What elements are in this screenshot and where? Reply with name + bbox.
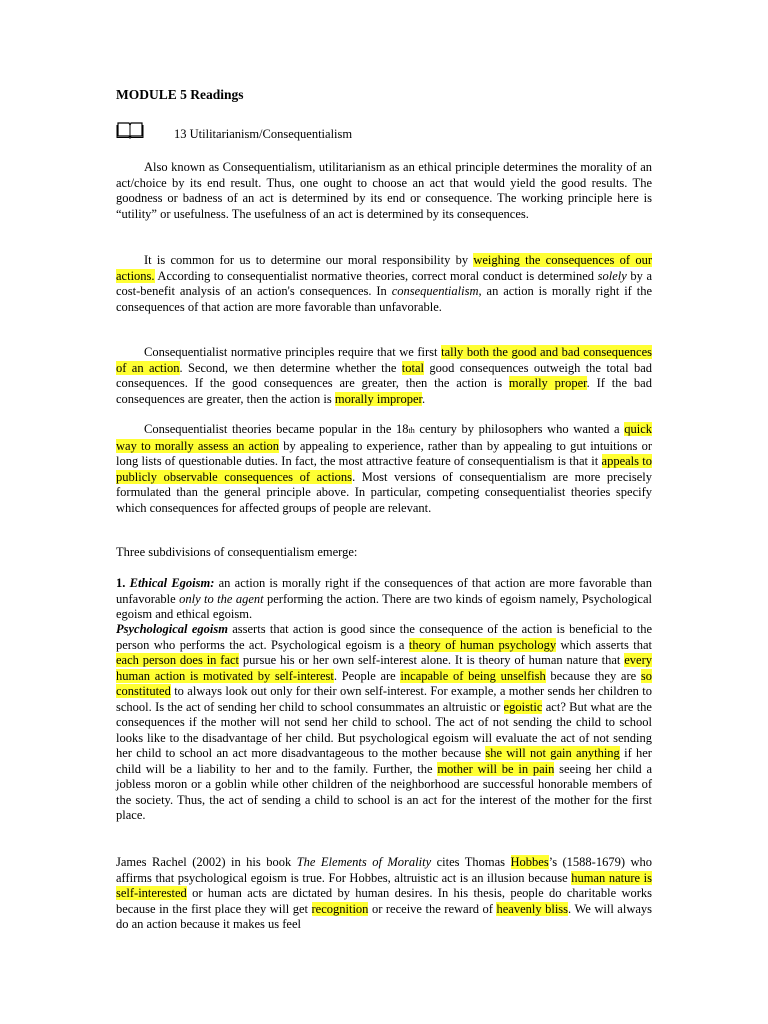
p7-highlight: she will not gain anything	[485, 746, 620, 760]
p6-text: an action is morally right if the consequences of that action are more favorable than unfavorable	[116, 576, 652, 606]
paragraph-1	[116, 160, 652, 222]
p8-highlight: heavenly bliss	[496, 901, 569, 916]
p4-superscript: th	[408, 426, 415, 435]
p8-text: cites Thomas	[431, 855, 511, 869]
p7-text: seeing her child a jobless moron or a goblin while other children of the neighborhood are successful honorable members of the society. Thus, the act of sending a child to school is an act for the interest of the mother for the first place.	[116, 761, 652, 822]
p7-text: because they are	[545, 668, 641, 683]
p8-text: or receive the reward of	[368, 901, 497, 916]
p2-italic: solely	[597, 268, 627, 283]
p7-text: act? But what are the consequences if the mother will not send her child to school. The act of not sending the child to school looks like to the disadvantage of her child. But psychological egoism will evaluate the act of not sending her child to school an act more disadvantageous to the mother because	[116, 699, 652, 760]
p7-text: asserts that action is good since the consequence of the action is beneficial to the person who performs the act. Psychological egoism is a	[116, 622, 653, 652]
paragraph-2	[116, 253, 652, 315]
p8-text: ’s (1588-1679) who affirms that psychological egoism is true. For Hobbes, altruistic act is an illusion because	[116, 855, 653, 885]
module-title: MODULE 5 Readings	[116, 87, 244, 102]
p2-highlight: weighing the consequences of our actions.	[116, 253, 652, 283]
chapter-heading: 13 Utilitarianism/Consequentialism	[174, 127, 353, 141]
p2-italic: consequentialism,	[391, 284, 482, 298]
p2-text: an action is morally right if the consequences of that action are more favorable than unfavorable.	[116, 284, 652, 314]
term-psychological-egoism: Psychological egoism	[116, 622, 228, 636]
p2-text: It is common for us to determine our moral responsibility by	[144, 253, 474, 267]
p3-text: . If the bad consequences are greater, then the action is	[116, 376, 652, 406]
p8-text: James Rachel (2002) in his book	[116, 855, 297, 869]
p7-text: which asserts that	[556, 637, 652, 652]
p4-text: by appealing to experience, rather than by appealing to gut intuitions or long lists of questionable duties. In fact, the most attractive feature of consequentialism is that it	[116, 438, 652, 468]
paragraph-4	[116, 422, 652, 516]
p4-text: . Most versions of consequentialism are more precisely formulated than the general principle above. In particular, competing consequentialist theories specify which consequences for affected groups of people are relevant.	[116, 469, 653, 515]
p3-text: good consequences outweigh the total bad consequences. If the good consequences are greater, then the action is	[116, 360, 652, 390]
p4-text: Consequentialist theories became popular in the 18	[144, 422, 409, 436]
p3-text: Consequentialist normative principles require that we first	[144, 345, 442, 359]
p8-highlight: human nature is self-interested	[116, 870, 653, 900]
book-title: The Elements of Morality	[296, 855, 432, 869]
p7-highlight: egoistic	[503, 699, 543, 714]
p3-highlight: tally both the good and bad consequences of an action	[116, 345, 652, 375]
p3-highlight: morally proper	[508, 376, 587, 390]
p6-text: performing the action. There are two kinds of egoism namely, Psychological egoism and ethical egoism.	[116, 591, 652, 621]
p7-highlight: mother will be in pain	[437, 761, 555, 776]
p7-highlight: every human action is motivated by self-interest	[116, 653, 653, 683]
p4-text: century by philosophers who wanted a	[414, 422, 625, 436]
term-ethical-egoism: Ethical Egoism:	[129, 576, 215, 590]
p4-highlight: quick way to morally assess an action	[116, 422, 652, 453]
p5-text: Three subdivisions of consequentialism emerge:	[116, 545, 358, 559]
p7-text: if her child will be a liability to her and to the family. Further, the	[116, 746, 652, 776]
p7-text: to always look out only for their own self-interest. For example, a mother sends her children to school. Is the act of sending her child to school consummates an altruistic or	[116, 684, 652, 714]
p2-text: According to consequentialist normative theories, correct moral conduct is determined	[154, 268, 598, 283]
paragraph-3	[116, 345, 652, 407]
p2-text: by a cost-benefit analysis of an action's consequences. In	[116, 268, 652, 298]
paragraph-8	[116, 855, 652, 933]
paragraph-6	[116, 576, 652, 623]
p7-highlight: so constituted	[116, 668, 652, 698]
p7-text: pursue his or her own self-interest alone. It is theory of human nature that	[239, 653, 625, 667]
p3-text: .	[421, 391, 426, 406]
p4-highlight: appeals to publicly observable consequences of actions	[116, 454, 652, 484]
p8-text: or human acts are dictated by human desires. In his thesis, people do charitable works because in the first place they will get	[116, 886, 652, 916]
p8-highlight: Hobbes	[510, 855, 549, 869]
list-number: 1.	[116, 576, 130, 590]
p3-highlight: total	[401, 360, 424, 375]
p7-highlight: each person does in fact	[116, 653, 240, 667]
p3-highlight: morally improper	[334, 391, 422, 406]
p8-highlight: recognition	[311, 901, 369, 916]
book-icon	[116, 121, 144, 139]
paragraph-7	[116, 622, 652, 824]
paragraph-5	[116, 545, 652, 561]
p1-text: Also known as Consequentialism, utilitarianism as an ethical principle determines the morality of an act/choice by its end result. Thus, one ought to choose an act that would yield the good results. The goodness or badness of an act is determined by its end or consequence. The working principle here is “utility” or usefulness. The usefulness of an act is determined by its consequences.	[116, 160, 652, 221]
p6-italic: only to the agent	[179, 591, 264, 606]
p7-text: . People are	[333, 668, 401, 683]
p7-highlight: theory of human psychology	[408, 637, 557, 652]
p8-text: . We will always do an action because it makes us feel	[116, 901, 653, 931]
p3-text: . Second, we then determine whether the	[179, 360, 402, 375]
p7-highlight: incapable of being unselfish	[400, 668, 546, 683]
